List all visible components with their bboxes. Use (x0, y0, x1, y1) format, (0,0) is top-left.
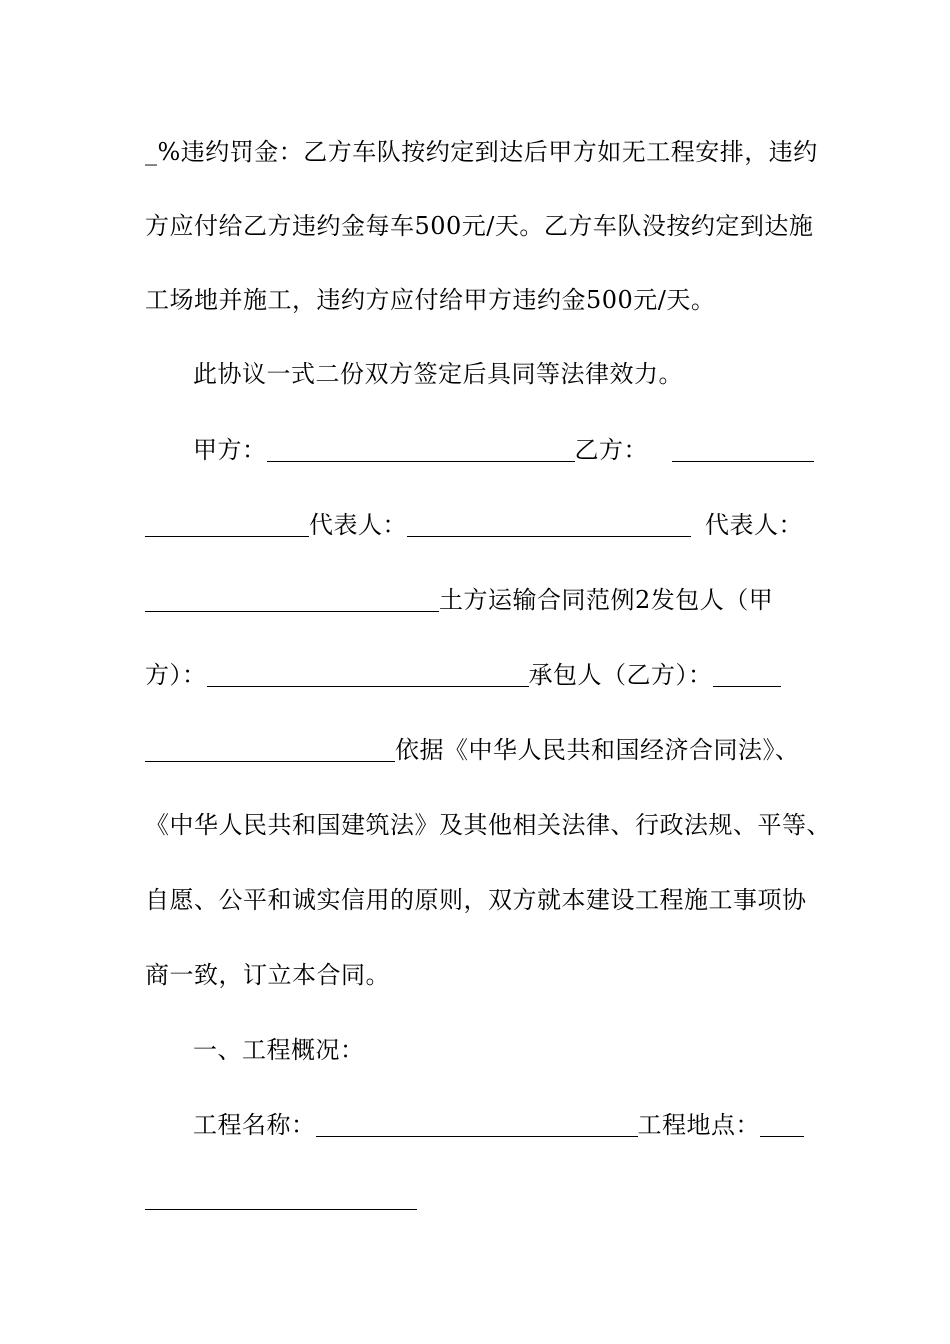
basis-line-3: 自愿、公平和诚实信用的原则，双方就本建设工程施工事项协 (145, 886, 807, 914)
agreement-copies-clause: 此协议一式二份双方签定后具同等法律效力。 (193, 360, 683, 388)
basis-line-1 (145, 730, 825, 770)
signature-line-parties (193, 430, 873, 470)
basis-line-4: 商一致，订立本合同。 (145, 961, 390, 989)
representative-a-label: 代表人： (309, 511, 407, 539)
party-a-label: 甲方： (193, 436, 267, 464)
paragraph-line: 方应付给乙方违约金每车500元/天。乙方车队没按约定到达施 (145, 212, 814, 240)
signature-line-representatives (145, 505, 825, 545)
project-name-blank (316, 1108, 638, 1137)
party-a-continued: 方）： (145, 661, 207, 689)
project-location-blank (760, 1108, 804, 1137)
section-heading: 一、工程概况： (193, 1036, 365, 1064)
representative-a-blank (407, 508, 691, 537)
contractor-blank-continued (145, 733, 395, 762)
representative-b-blank (145, 583, 439, 612)
paragraph-line: 工场地并施工，违约方应付给甲方违约金500元/天。 (145, 286, 716, 314)
contract2-title-line (145, 580, 825, 620)
project-info-line (193, 1105, 873, 1145)
party-b-label: 乙方： (574, 436, 648, 464)
party-b-blank (672, 433, 814, 462)
party-a-blank (267, 433, 575, 462)
employer-blank (207, 658, 529, 687)
contractor-label: 承包人（乙方）： (528, 661, 713, 689)
contract2-parties-line (145, 655, 825, 695)
contractor-blank (713, 658, 781, 687)
project-name-label: 工程名称： (193, 1111, 316, 1139)
project-location-label: 工程地点： (637, 1111, 760, 1139)
basis-text: 依据《中华人民共和国经济合同法》、 (395, 736, 800, 764)
contract2-title: 土方运输合同范例2发包人（甲 (439, 586, 774, 614)
paragraph-line: _%违约罚金：乙方车队按约定到达后甲方如无工程安排，违约 (145, 138, 818, 166)
representative-b-label: 代表人： (705, 511, 803, 539)
project-location-continued-line (145, 1178, 825, 1218)
party-b-blank-continued (145, 508, 309, 537)
basis-line-2: 《中华人民共和国建筑法》及其他相关法律、行政法规、平等、 (145, 811, 831, 839)
project-location-blank-continued (145, 1181, 417, 1210)
